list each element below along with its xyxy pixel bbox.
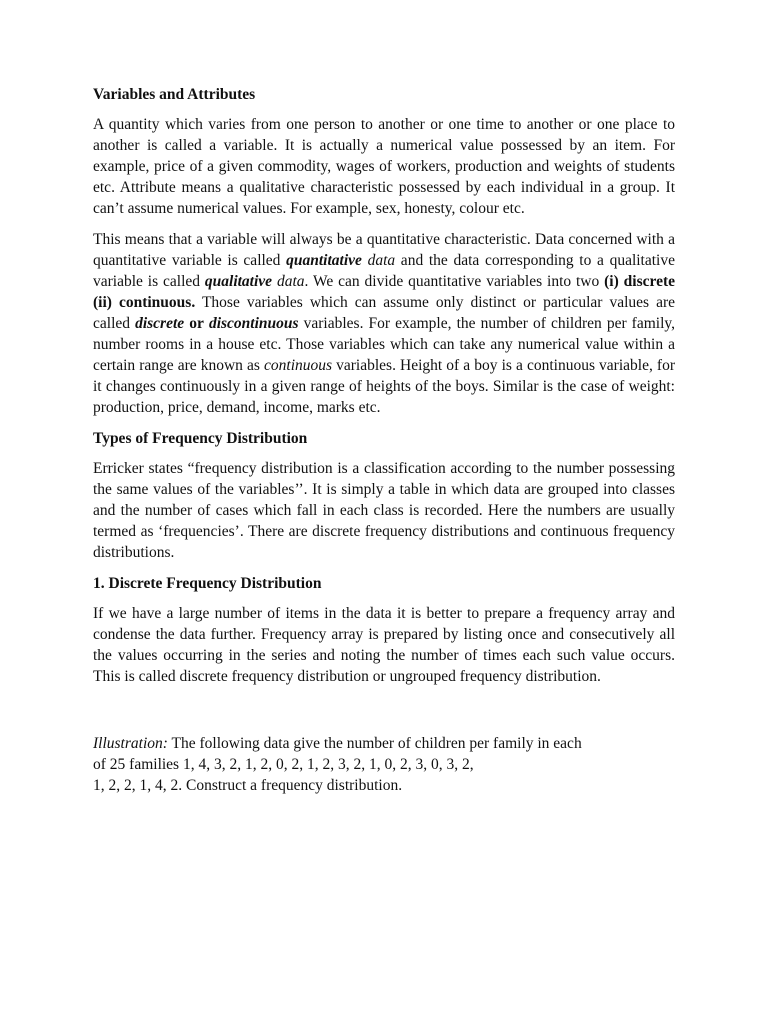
text-run: Those variables which can assume only distinct or particular values are called	[93, 294, 676, 332]
term-continuous-bold: continuous.	[118, 294, 196, 311]
paragraph-variable-definition: A quantity which varies from one person to another or one time to another or one place to another is called a variable. It is actually a numerical value possessed by an item. For example, price of a given commodity, wages of workers, production and weights of students etc. Attribute means a qualitative characteristic possessed by each individual in a group. It can’t assume numerical values. For example, sex, honesty, colour etc.	[93, 116, 675, 217]
illustration-line-2: of 25 families 1, 4, 3, 2, 1, 2, 0, 2, 1, 2, 3, 2, 1, 0, 2, 3, 0, 3, 2,	[93, 756, 474, 773]
heading-variables-attributes: Variables and Attributes	[93, 86, 256, 103]
term-data: data	[367, 252, 396, 269]
term-discrete-italic: discrete	[135, 315, 185, 332]
term-qualitative: qualitative	[204, 273, 273, 290]
label-i: (i)	[604, 273, 619, 290]
label-ii: (ii)	[93, 294, 112, 311]
text-run: variables. Height of a boy is a continuous variable, for it changes continuously in a given range of heights of the boys. Similar is the case of weight: production, price, demand, income, marks etc.	[93, 357, 675, 416]
illustration-line-3: 1, 2, 2, 1, 4, 2. Construct a frequency distribution.	[93, 777, 403, 794]
text-run: and the data corresponding to a qualitative variable is called	[93, 252, 675, 290]
text-run: This means that a variable will always be a quantitative characteristic. Data concerned with a quantitative variable is called	[93, 231, 675, 269]
paragraph-illustration	[93, 733, 675, 796]
text-run: variables. For example, the number of children per family, number rooms in a house etc. Those variables which can take any numerical value within a certain range are known as	[93, 315, 676, 374]
text-run	[112, 294, 119, 311]
term-data: data	[276, 273, 305, 290]
paragraph-erricker-definition: Erricker states “frequency distribution is a classification according to the number possessing the same values of the variables’’. It is simply a table in which data are grouped into classes and the number of cases which fall in each class is recorded. Here the numbers are usually termed as ‘frequencies’. There are discrete frequency distributions and continuous frequency distributions.	[93, 460, 675, 561]
paragraph-quantitative-qualitative	[93, 229, 675, 418]
term-quantitative: quantitative	[286, 252, 362, 269]
term-continuous-italic: continuous	[264, 357, 333, 374]
term-discontinuous: discontinuous	[208, 315, 299, 332]
paragraph-frequency-array: If we have a large number of items in the data it is better to prepare a frequency array and condense the data further. Frequency array is prepared by listing once and consecutively all the values occurring in the series and noting the number of times each such value occurs. This is called discrete frequency distribution or ungrouped frequency distribution.	[93, 605, 675, 685]
spacer	[93, 697, 675, 733]
illustration-line-1: The following data give the number of children per family in each	[167, 735, 582, 752]
text-run: . We can divide quantitative variables into two	[304, 273, 605, 290]
document-page	[93, 84, 675, 806]
label-illustration: Illustration:	[93, 735, 168, 752]
heading-discrete-frequency-distribution: 1. Discrete Frequency Distribution	[93, 575, 322, 592]
word-or: or	[189, 315, 204, 332]
heading-types-frequency-distribution: Types of Frequency Distribution	[93, 430, 308, 447]
term-discrete-bold: discrete	[623, 273, 676, 290]
